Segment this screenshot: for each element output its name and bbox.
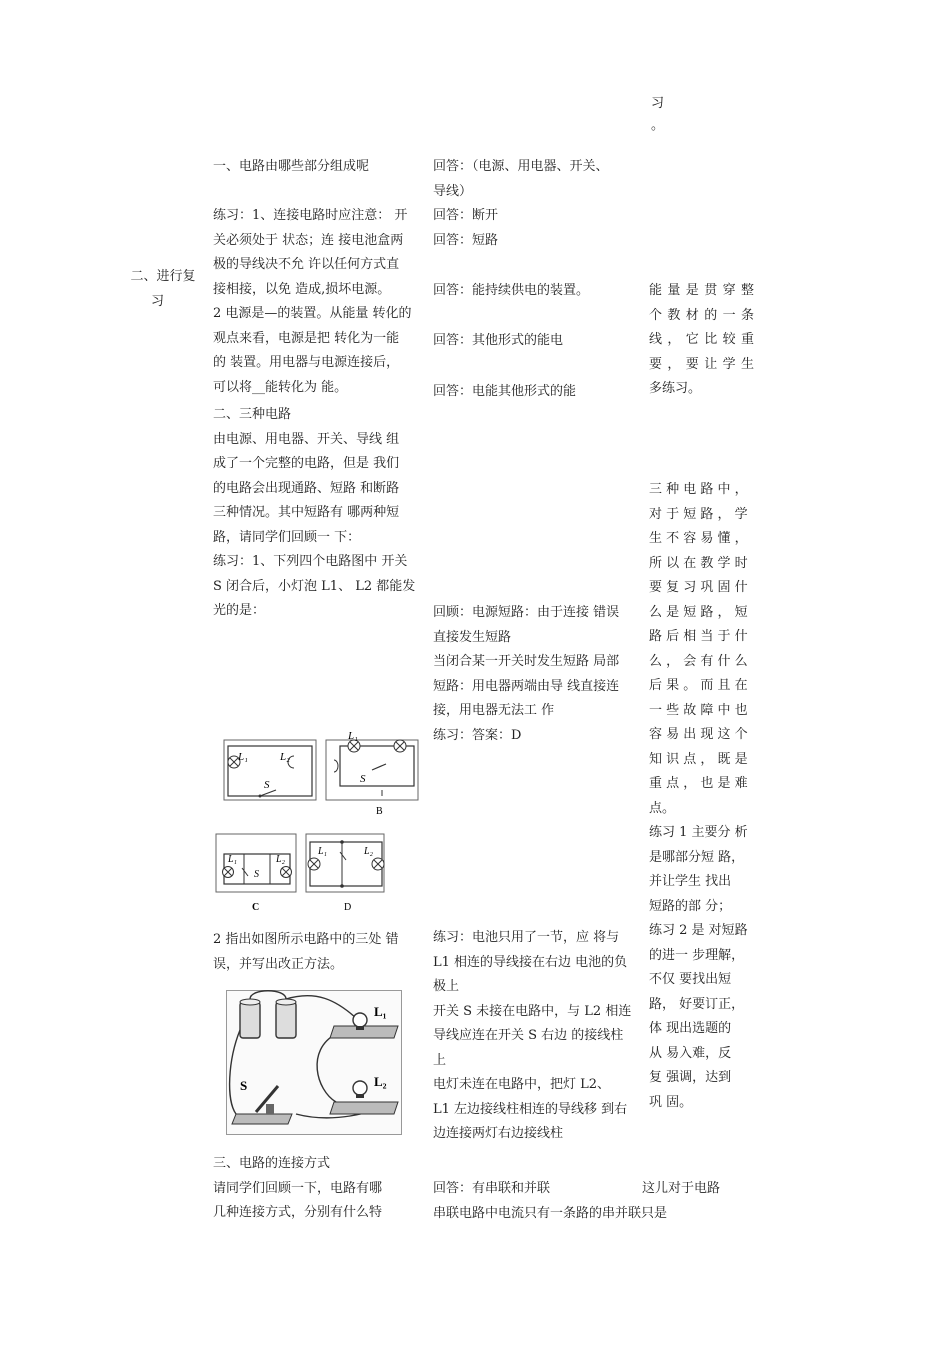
review-line: 短路：用电器两端由导 线直接连 [433,678,620,694]
practice-line: 极的导线决不允 许以任何方式直 [213,257,400,272]
note-line: 要 复 习 巩 固 什 [649,580,748,595]
note-line: 练习 1 主要分 析 [649,825,748,840]
three-circuits-line: 光的是： [213,603,266,618]
label-d: D [344,902,352,913]
fix-line: 导线应连在开关 S 右边 的接线柱 [433,1028,624,1043]
practice-line: 2 电源是—的装置。从能量 转化的 [213,306,412,321]
note-line: 的进一 步理解， [649,947,745,963]
note-line: 巩 固。 [649,1094,693,1110]
three-circuits-line: 的电路会出现通路、短路 和断路 [213,480,400,496]
practice-line: 关必须处于 状态；连 接电池盒两 [213,232,404,248]
note-line: 么 ， 会 有 什 么 [649,653,748,669]
note-line: 短路的部 分； [649,898,732,914]
fix-line: L1 相连的导线接在右边 电池的负 [433,954,628,970]
answer-line: 回答：电能其他形式的能 [433,384,577,399]
note-line: 路 后 相 当 于 什 [649,629,748,644]
note-line: 生 不 容 易 懂 ， [649,531,748,546]
review-line: 练习：答案：D [433,727,522,743]
section-label-line: 二、进行复 [130,269,196,284]
practice-2 [213,928,423,977]
teaching-note-short-circuit [649,478,754,1115]
answer-2 [433,204,638,253]
photo-label-l1: L₁ [374,1004,387,1019]
answer-line: 回答：能持续供电的装置。 [433,283,590,298]
top-fragment-line: 。 [651,117,665,133]
note-line: 这儿对于电路 [642,1181,721,1196]
top-fragment [651,92,664,135]
note-line: 重 点 ， 也 是 难 [649,776,748,791]
three-circuits-line: S 闭合后，小灯泡 L1、 L2 都能发 [213,578,416,594]
photo-label-s: S [240,1078,248,1093]
three-circuits-line: 二、三种电路 [213,407,292,422]
practice-2-line: 2 指出如图所示电路中的三处 错 [213,932,399,947]
connection-line: 请同学们回顾一下，电路有哪 [213,1180,383,1196]
practice-line: 接相接，以免 造成,损坏电源。 [213,281,391,297]
circuit-diagrams-cd [214,832,386,914]
note-line: 线 ， 它 比 较 重 [649,332,754,347]
note-line: 个 教 材 的 一 条 [649,307,754,323]
circuit-diagrams-ab [222,730,422,820]
note-line: 能 量 是 贯 穿 整 [649,283,754,298]
note-line: 复 强调，达到 [649,1070,732,1085]
photo-label-l2: L₂ [374,1074,387,1089]
answer-line: 回答：短路 [433,232,499,248]
practice-line: 练习：1、连接电路时应注意： 开 [213,208,408,223]
label-l1-b: L₁ [348,730,358,742]
fix-line: L1 左边接线柱相连的导线移 到右 [433,1101,628,1117]
note-line: 路， 好要订正， [649,996,745,1012]
answer-line: 回答：有串联和并联 [433,1181,551,1196]
connection-line: 几种连接方式，分别有什么特 [213,1205,383,1220]
label-l1-d: L₁ [318,846,328,857]
three-circuits-line: 成了一个完整的电路，但是 我们 [213,456,400,471]
note-line: 是哪部分短 路， [649,849,745,865]
note-line: 三 种 电 路 中 ， [649,482,748,497]
answer-line: 串联电路中电流只有一条路的串并联只是 [433,1205,668,1221]
label-l2-d: L₂ [364,846,374,857]
label-l1: L₁ [238,751,248,763]
fix-line: 边连接两灯右边接线柱 [433,1126,564,1141]
answer-line: 导线） [433,183,473,199]
fix-line: 电灯未连在电路中，把灯 L2、 [433,1077,611,1092]
answer-line: 回答：断开 [433,208,499,223]
label-s-c: S [254,869,259,880]
practice-1 [213,204,423,400]
top-fragment-line: 习 [651,96,665,111]
connection-methods [213,1152,423,1226]
review-line: 接，用电器无法工 作 [433,703,555,718]
label-s-b: S [360,773,366,785]
note-line: 所 以 在 教 学 时 [649,555,748,571]
note-line: 多练习。 [649,381,702,396]
fix-line: 极上 [433,979,460,994]
three-circuits-line: 路，请同学们回顾一 下： [213,529,361,545]
review-line: 回顾：电源短路：由于连接 错误 [433,605,620,620]
note-line: 点。 [649,800,676,816]
connection-line: 三、电路的连接方式 [213,1156,331,1171]
fix-line: 上 [433,1052,447,1068]
question-1 [213,155,423,180]
three-circuits [213,403,423,624]
answer-line: 回答：其他形式的能电 [433,333,564,348]
section-label-line: 习 [151,293,165,309]
note-line: 容 易 出 现 这 个 [649,727,748,742]
practice-2-line: 误，并写出改正方法。 [213,956,344,972]
circuit-photo-illustration [226,990,402,1135]
label-l2: L₂ [280,751,290,763]
note-line: 对 于 短 路 ， 学 [649,506,748,522]
note-line: 不仅 要找出短 [649,972,732,987]
review-short-circuit [433,601,638,748]
answer-line: 回答：（电源、用电器、开关、 [433,159,609,174]
answer-3 [433,279,638,304]
practice-line: 可以将__能转化为 能。 [213,379,348,395]
fix-errors-answer [433,926,638,1147]
three-circuits-line: 三种情况。其中短路有 哪两种短 [213,505,400,520]
note-line: 体 现出选题的 [649,1021,732,1036]
section-label [123,265,203,314]
teaching-note-energy [649,279,754,402]
three-circuits-line: 由电源、用电器、开关、导线 组 [213,431,400,447]
fix-line: 开关 S 未接在电路中，与 L2 相连 [433,1003,632,1019]
note-line: 要 ， 要 让 学 生 [649,356,754,372]
note-line: 并让学生 找出 [649,874,732,889]
review-line: 当闭合某一开关时发生短路 局部 [433,654,620,669]
answer-1 [433,155,638,204]
teaching-note-circuit [642,1177,720,1202]
note-line: 从 易入难，反 [649,1045,732,1061]
practice-line: 的 装置。用电器与电源连接后， [213,355,400,370]
note-line: 后 果 。 而 且 在 [649,678,748,693]
answer-4 [433,329,638,354]
fix-line: 练习：电池只用了一节，应 将与 [433,930,620,945]
label-c: C [252,902,260,913]
label-s: S [264,779,270,791]
note-line: 么 是 短 路 ， 短 [649,604,748,620]
note-line: 一 些 故 障 中 也 [649,702,748,718]
question-1-text: 一、电路由哪些部分组成呢 [213,159,370,174]
label-b: B [376,806,383,817]
answer-5 [433,380,638,405]
three-circuits-line: 练习：1、下列四个电路图中 开关 [213,554,408,569]
label-l1-c: L₁ [228,854,238,865]
label-l2-c: L₂ [276,854,286,865]
note-line: 练习 2 是 对短路 [649,923,748,938]
note-line: 知 识 点 ， 既 是 [649,751,748,767]
review-line: 直接发生短路 [433,629,512,645]
practice-line: 观点来看，电源是把 转化为一能 [213,330,400,346]
